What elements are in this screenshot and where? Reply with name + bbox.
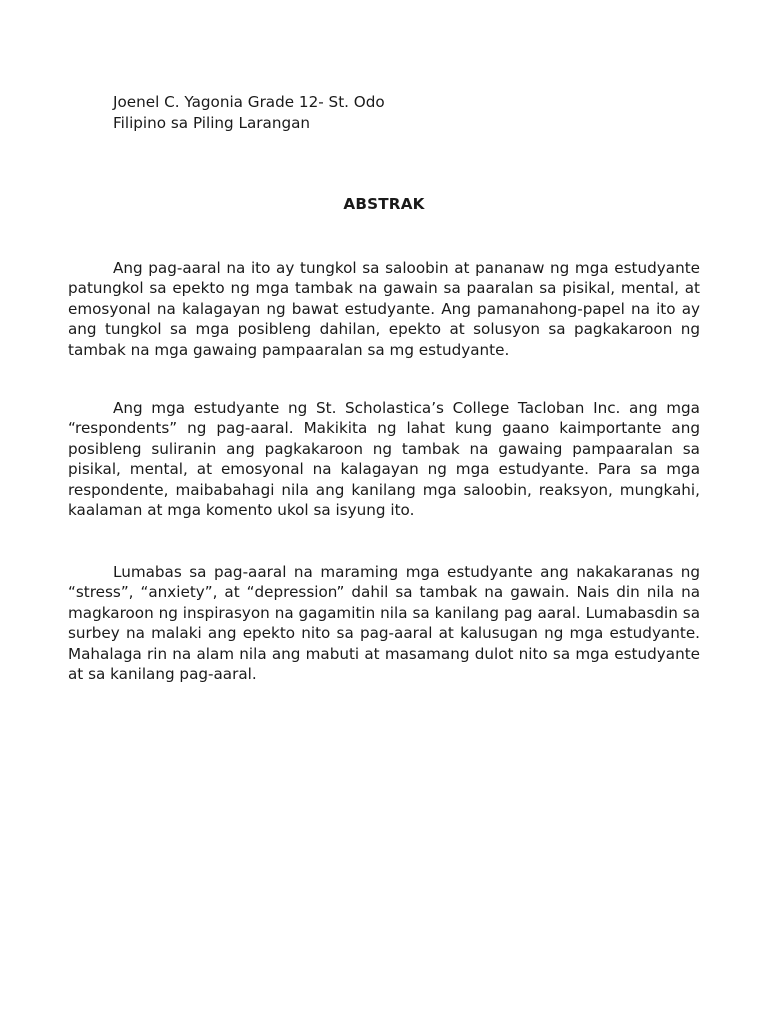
abstract-paragraph-2: Ang mga estudyante ng St. Scholastica’s College Tacloban Inc. ang mga “respondents” ng pag-aaral. Makikita ng lahat kung gaano kaimportante ang posibleng suliranin ang pagkakaroon ng tambak na gawaing pampaaralan sa pisikal, mental, at emosyonal na kalagayan ng mga estudyante. Para sa mga respondente, maibabahagi nila ang kanilang mga saloobin, reaksyon, mungkahi, kaalaman at mga komento ukol sa isyung ito. — [68, 399, 700, 520]
author-header — [113, 92, 385, 134]
abstract-paragraph-3: Lumabas sa pag-aaral na maraming mga estudyante ang nakakaranas ng “stress”, “anxiety”, at “depression” dahil sa tambak na gawain. Nais din nila na magkaroon ng inspirasyon na gagamitin nila sa kanilang pag aaral. Lumabasdin sa surbey na malaki ang epekto nito sa pag-aaral at kalusugan ng mga estudyante. Mahalaga rin na alam nila ang mabuti at masamang dulot nito sa mga estudyante at sa kanilang pag-aaral. — [68, 563, 700, 684]
author-line: Joenel C. Yagonia Grade 12- St. Odo — [113, 93, 385, 111]
abstract-paragraph-1: Ang pag-aaral na ito ay tungkol sa saloobin at pananaw ng mga estudyante patungkol sa epekto ng mga tambak na gawain sa paaralan sa pisikal, mental, at emosyonal na kalagayan ng bawat estudyante. Ang pamanahong-papel na ito ay ang tungkol sa mga posibleng dahilan, epekto at solusyon sa pagkakaroon ng tambak na mga gawaing pampaaralan sa mg estudyante. — [68, 259, 700, 359]
subject-line: Filipino sa Piling Larangan — [113, 114, 311, 132]
document-title: ABSTRAK — [343, 195, 425, 213]
